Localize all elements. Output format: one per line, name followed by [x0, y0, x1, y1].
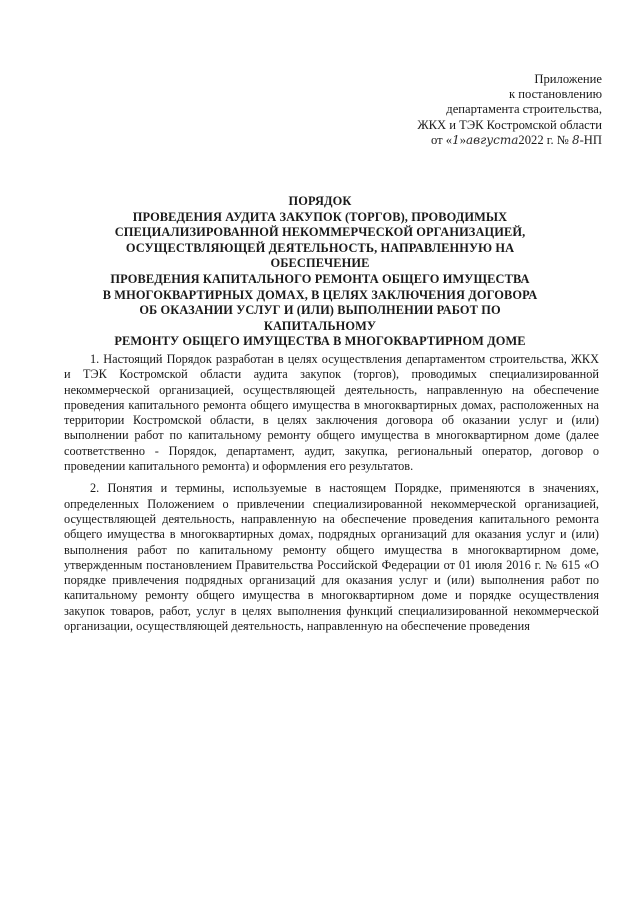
document-title: [60, 194, 580, 350]
date-prefix: от «: [430, 132, 453, 147]
date-day-handwritten: 1: [452, 132, 460, 147]
document-number-suffix: -НП: [579, 132, 602, 147]
title-line: ПОРЯДОК: [288, 194, 352, 208]
date-mid: »: [459, 132, 466, 147]
appendix-line-1: Приложение: [534, 72, 602, 86]
title-line: В МНОГОКВАРТИРНЫХ ДОМАХ, В ЦЕЛЯХ ЗАКЛЮЧЕНИЯ ДОГОВОРА: [102, 287, 538, 302]
appendix-line-2: к постановлению: [508, 87, 602, 102]
appendix-header: [417, 72, 602, 148]
title-line: КАПИТАЛЬНОМУ: [263, 318, 377, 333]
date-year: 2022 г. №: [518, 132, 572, 147]
paragraph-1: 1. Настоящий Порядок разработан в целях осуществления департаментом строительства, ЖКХ и ТЭК Костромской области аудита закупок (торгов), проводимых специализированной некоммерческой организацией, осуществляющей деятельность, направленную на обеспечение проведения капитального ремонта общего имущества в многоквартирных домах, расположенных на территории Костромской области, в целях заключения договора об оказании услуг и (или) выполнении работ по капитальному ремонту общего имущества в многоквартирном доме (далее соответственно - Порядок, департамент, аудит, закупка, региональный оператор, договор о проведении капитального ремонта) и оформления его результатов.: [64, 352, 599, 474]
title-line: ОСУЩЕСТВЛЯЮЩЕЙ ДЕЯТЕЛЬНОСТЬ, НАПРАВЛЕННУЮ НА: [125, 240, 515, 255]
document-body: [64, 352, 599, 641]
title-line: ПРОВЕДЕНИЯ КАПИТАЛЬНОГО РЕМОНТА ОБЩЕГО ИМУЩЕСТВА: [110, 271, 530, 286]
appendix-date-line: [417, 133, 602, 148]
title-line: РЕМОНТУ ОБЩЕГО ИМУЩЕСТВА В МНОГОКВАРТИРНОМ ДОМЕ: [114, 334, 526, 349]
paragraph-2: 2. Понятия и термины, используемые в настоящем Порядке, применяются в значениях, определенных Положением о привлечении специализированной некоммерческой организацией, осуществляющей деятельность, направленную на обеспечение проведения капитального ремонта общего имущества в многоквартирных домах, подрядных организаций для оказания услуг и (или) выполнения работ по капитальному ремонту общего имущества в многоквартирном доме, утвержденным постановлением Правительства Российской Федерации от 01 июля 2016 г. № 615 «О порядке привлечения подрядных организаций для оказания услуг и (или) выполнения работ по капитальному ремонту общего имущества в многоквартирном доме и порядке осуществления закупок товаров, работ, услуг в целях выполнения функций специализированной некоммерческой организации, осуществляющей деятельность, направленную на обеспечение проведения: [64, 481, 599, 634]
appendix-line-4: ЖКХ и ТЭК Костромской области: [417, 117, 602, 132]
title-line: ОБЕСПЕЧЕНИЕ: [270, 256, 370, 271]
title-line: ОБ ОКАЗАНИИ УСЛУГ И (ИЛИ) ВЫПОЛНЕНИИ РАБОТ ПО: [139, 303, 501, 318]
title-line: СПЕЦИАЛИЗИРОВАННОЙ НЕКОММЕРЧЕСКОЙ ОРГАНИЗАЦИЕЙ,: [114, 225, 526, 240]
appendix-line-3: департамента строительства,: [446, 102, 602, 117]
title-line: ПРОВЕДЕНИЯ АУДИТА ЗАКУПОК (ТОРГОВ), ПРОВОДИМЫХ: [132, 209, 508, 224]
date-month-handwritten: августа: [466, 132, 519, 147]
document-number-handwritten: 8: [571, 132, 580, 147]
